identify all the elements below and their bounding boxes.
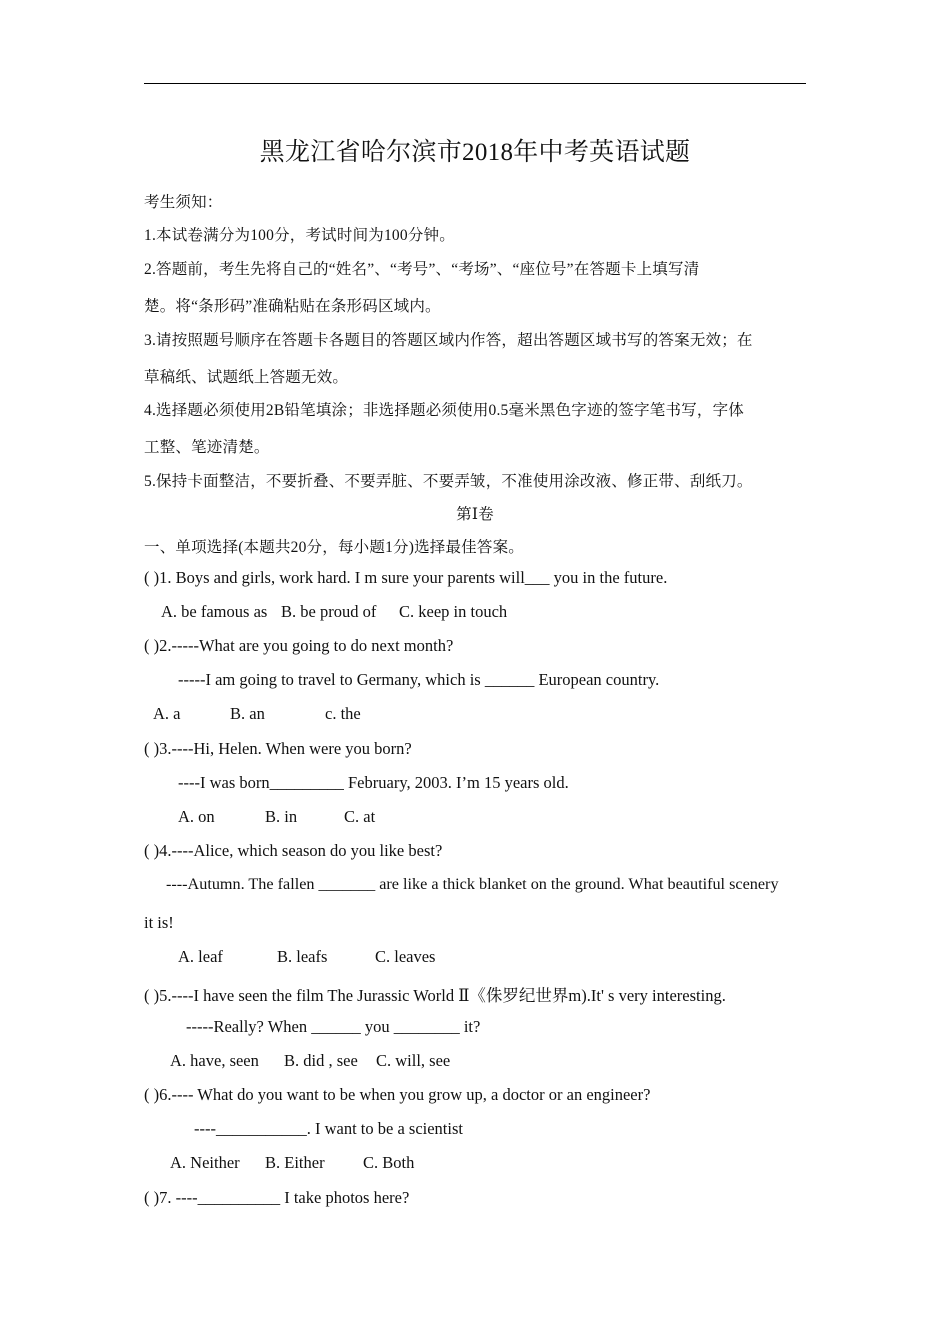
q2-option-c: c. the bbox=[325, 704, 361, 723]
q6-stem: ( )6.---- What do you want to be when you grow up, a doctor or an engineer? bbox=[144, 1085, 651, 1104]
q5-option-b: B. did , see bbox=[284, 1051, 358, 1070]
q4-reply-cont: it is! bbox=[144, 913, 174, 932]
q5-reply: -----Really? When ______ you ________ it? bbox=[186, 1017, 481, 1036]
q6-reply: ----___________. I want to be a scientist bbox=[194, 1119, 463, 1138]
notice-item-1: 1.本试卷满分为100分，考试时间为100分钟。 bbox=[144, 227, 455, 244]
q4-option-a: A. leaf bbox=[178, 947, 223, 966]
q1-option-a: A. be famous as bbox=[161, 602, 268, 621]
q4-reply: ----Autumn. The fallen _______ are like a thick blanket on the ground. What beautiful scenery bbox=[166, 875, 779, 893]
notice-item-4: 4.选择题必须使用2B铅笔填涂；非选择题必须使用0.5毫米黑色字迹的签字笔书写，字体 bbox=[144, 402, 744, 419]
notice-item-3: 3.请按照题号顺序在答题卡各题目的答题区域内作答，超出答题区域书写的答案无效；在 bbox=[144, 332, 753, 349]
q2-option-b: B. an bbox=[230, 704, 265, 723]
q3-option-b: B. in bbox=[265, 807, 298, 826]
q4-option-b: B. leafs bbox=[277, 947, 328, 966]
q3-reply: ----I was born_________ February, 2003. I’m 15 years old. bbox=[178, 773, 569, 792]
notice-heading: 考生须知： bbox=[144, 194, 223, 211]
notice-item-2-cont: 楚。将“条形码”准确粘贴在条形码区域内。 bbox=[144, 298, 441, 315]
exam-title: 黑龙江省哈尔滨市2018年中考英语试题 bbox=[259, 139, 691, 166]
q5-option-c: C. will, see bbox=[376, 1051, 451, 1070]
q5-stem: ( )5.----I have seen the film The Jurassic World Ⅱ《侏罗纪世界m).It' s very interesting. bbox=[144, 986, 726, 1005]
volume-heading: 第Ⅰ卷 bbox=[456, 506, 494, 523]
q4-option-c: C. leaves bbox=[375, 947, 436, 966]
notice-item-3-cont: 草稿纸、试题纸上答题无效。 bbox=[144, 369, 349, 386]
q3-option-c: C. at bbox=[344, 807, 376, 826]
q3-option-a: A. on bbox=[178, 807, 215, 826]
section-heading: 一、单项选择(本题共20分，每小题1分)选择最佳答案。 bbox=[144, 539, 524, 556]
notice-item-2: 2.答题前，考生先将自己的“姓名”、“考号”、“考场”、“座位号”在答题卡上填写清 bbox=[144, 261, 700, 278]
notice-item-4-cont: 工整、笔迹清楚。 bbox=[144, 439, 270, 456]
q6-option-b: B. Either bbox=[265, 1153, 325, 1172]
header-rule bbox=[144, 83, 806, 84]
q4-stem: ( )4.----Alice, which season do you like best? bbox=[144, 841, 443, 860]
notice-item-5: 5.保持卡面整洁，不要折叠、不要弄脏、不要弄皱，不准使用涂改液、修正带、刮纸刀。 bbox=[144, 473, 753, 490]
q1-stem: ( )1. Boys and girls, work hard. I m sure your parents will___ you in the future. bbox=[144, 568, 668, 587]
q5-option-a: A. have, seen bbox=[170, 1051, 259, 1070]
q2-option-a: A. a bbox=[153, 704, 181, 723]
q2-reply: -----I am going to travel to Germany, which is ______ European country. bbox=[178, 670, 660, 689]
q1-option-b: B. be proud of bbox=[281, 602, 377, 621]
q3-stem: ( )3.----Hi, Helen. When were you born? bbox=[144, 739, 412, 758]
q7-stem: ( )7. ----__________ I take photos here? bbox=[144, 1188, 410, 1207]
q6-option-c: C. Both bbox=[363, 1153, 415, 1172]
q6-option-a: A. Neither bbox=[170, 1153, 240, 1172]
q2-stem: ( )2.-----What are you going to do next month? bbox=[144, 636, 454, 655]
q1-option-c: C. keep in touch bbox=[399, 602, 508, 621]
